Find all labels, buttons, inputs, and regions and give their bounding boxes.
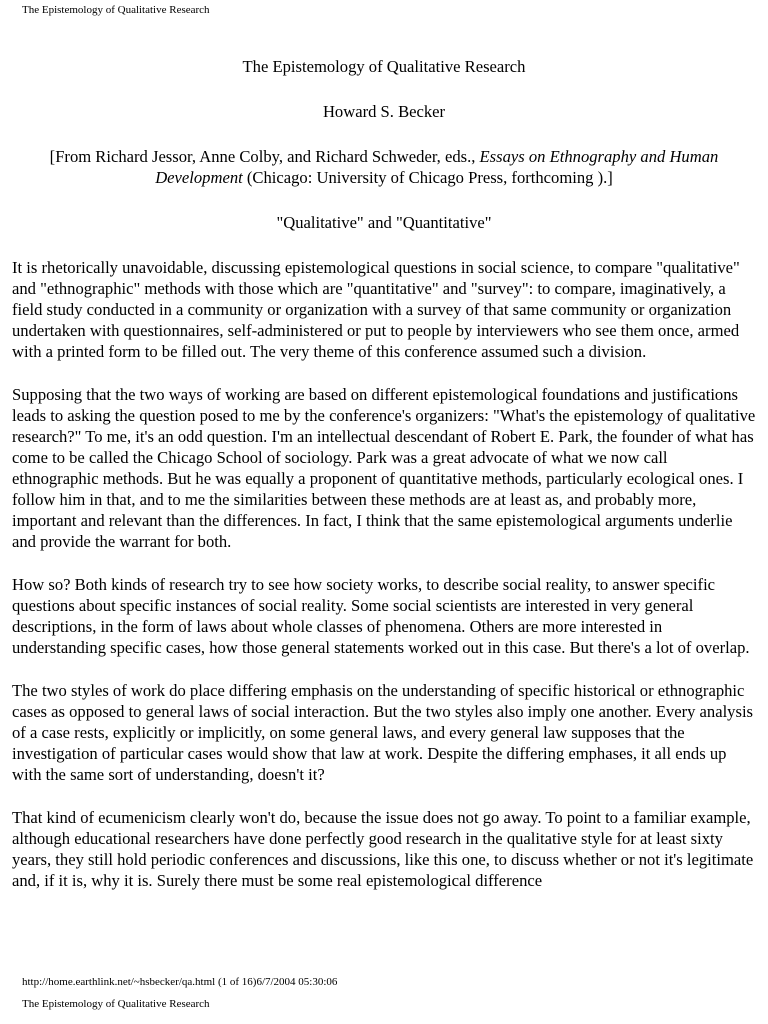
body-paragraph: Supposing that the two ways of working are based on different epistemological foundations and justifications leads to asking the question posed to me by the conference's organizers: "What's the epistemology of qualitative research?" To me, it's an odd question. I'm an intellectual descendant of Robert E. Park, the founder of what has come to be called the Chicago School of sociology. Park was a great advocate of what we now call ethnographic methods. But he was equally a proponent of quantitative methods, particularly ecological ones. I follow him in that, and to me the similarities between these methods are at least as, and probably more, important and relevant than the differences. In fact, I think that the same epistemological arguments underlie and provide the warrant for both. bbox=[12, 385, 756, 551]
document-title: The Epistemology of Qualitative Research bbox=[242, 57, 526, 76]
document-author: Howard S. Becker bbox=[322, 102, 446, 121]
running-header: The Epistemology of Qualitative Research bbox=[22, 4, 210, 16]
source-book-title: Essays on Ethnography and Human Development bbox=[155, 147, 719, 187]
source-suffix: (Chicago: University of Chicago Press, forthcoming ).] bbox=[242, 168, 613, 187]
footer-url: http://home.earthlink.net/~hsbecker/qa.html (1 of 16)6/7/2004 05:30:06 bbox=[22, 976, 338, 988]
document-body bbox=[12, 56, 756, 913]
body-paragraph: It is rhetorically unavoidable, discussing epistemological questions in social science, to compare "qualitative" and "ethnographic" methods with those which are "quantitative" and "survey": to compare, imaginatively, a field study conducted in a community or organization with a survey of that same community or organization undertaken with questionnaires, self-administered or put to people by interviewers who see them once, armed with a printed form to be filled out. The very theme of this conference assumed such a division. bbox=[12, 258, 740, 361]
body-paragraph: The two styles of work do place differing emphasis on the understanding of specific historical or ethnographic cases as opposed to general laws of social interaction. But the two styles also imply one another. Every analysis of a case rests, explicitly or implicitly, on some general laws, and every general law supposes that the investigation of particular cases would show that law at work. Despite the differing emphases, it all ends up with the same sort of understanding, doesn't it? bbox=[12, 681, 754, 784]
section-heading: "Qualitative" and "Quantitative" bbox=[276, 213, 492, 232]
body-paragraph: How so? Both kinds of research try to see how society works, to describe social reality, to answer specific questions about specific instances of social reality. Some social scientists are interested in very general descriptions, in the form of laws about whole classes of phenomena. Others are more interested in understanding specific cases, how those general statements worked out in this case. But there's a lot of overlap. bbox=[12, 575, 750, 657]
source-citation bbox=[12, 146, 756, 188]
body-paragraph: That kind of ecumenicism clearly won't do, because the issue does not go away. To point to a familiar example, although educational researchers have done perfectly good research in the qualitative style for at least sixty years, they still hold periodic conferences and discussions, like this one, to discuss whether or not it's legitimate and, if it is, why it is. Surely there must be some real epistemological difference bbox=[12, 808, 754, 890]
footer-running-title: The Epistemology of Qualitative Research bbox=[22, 998, 210, 1010]
source-prefix: [From Richard Jessor, Anne Colby, and Richard Schweder, eds., bbox=[49, 147, 480, 166]
